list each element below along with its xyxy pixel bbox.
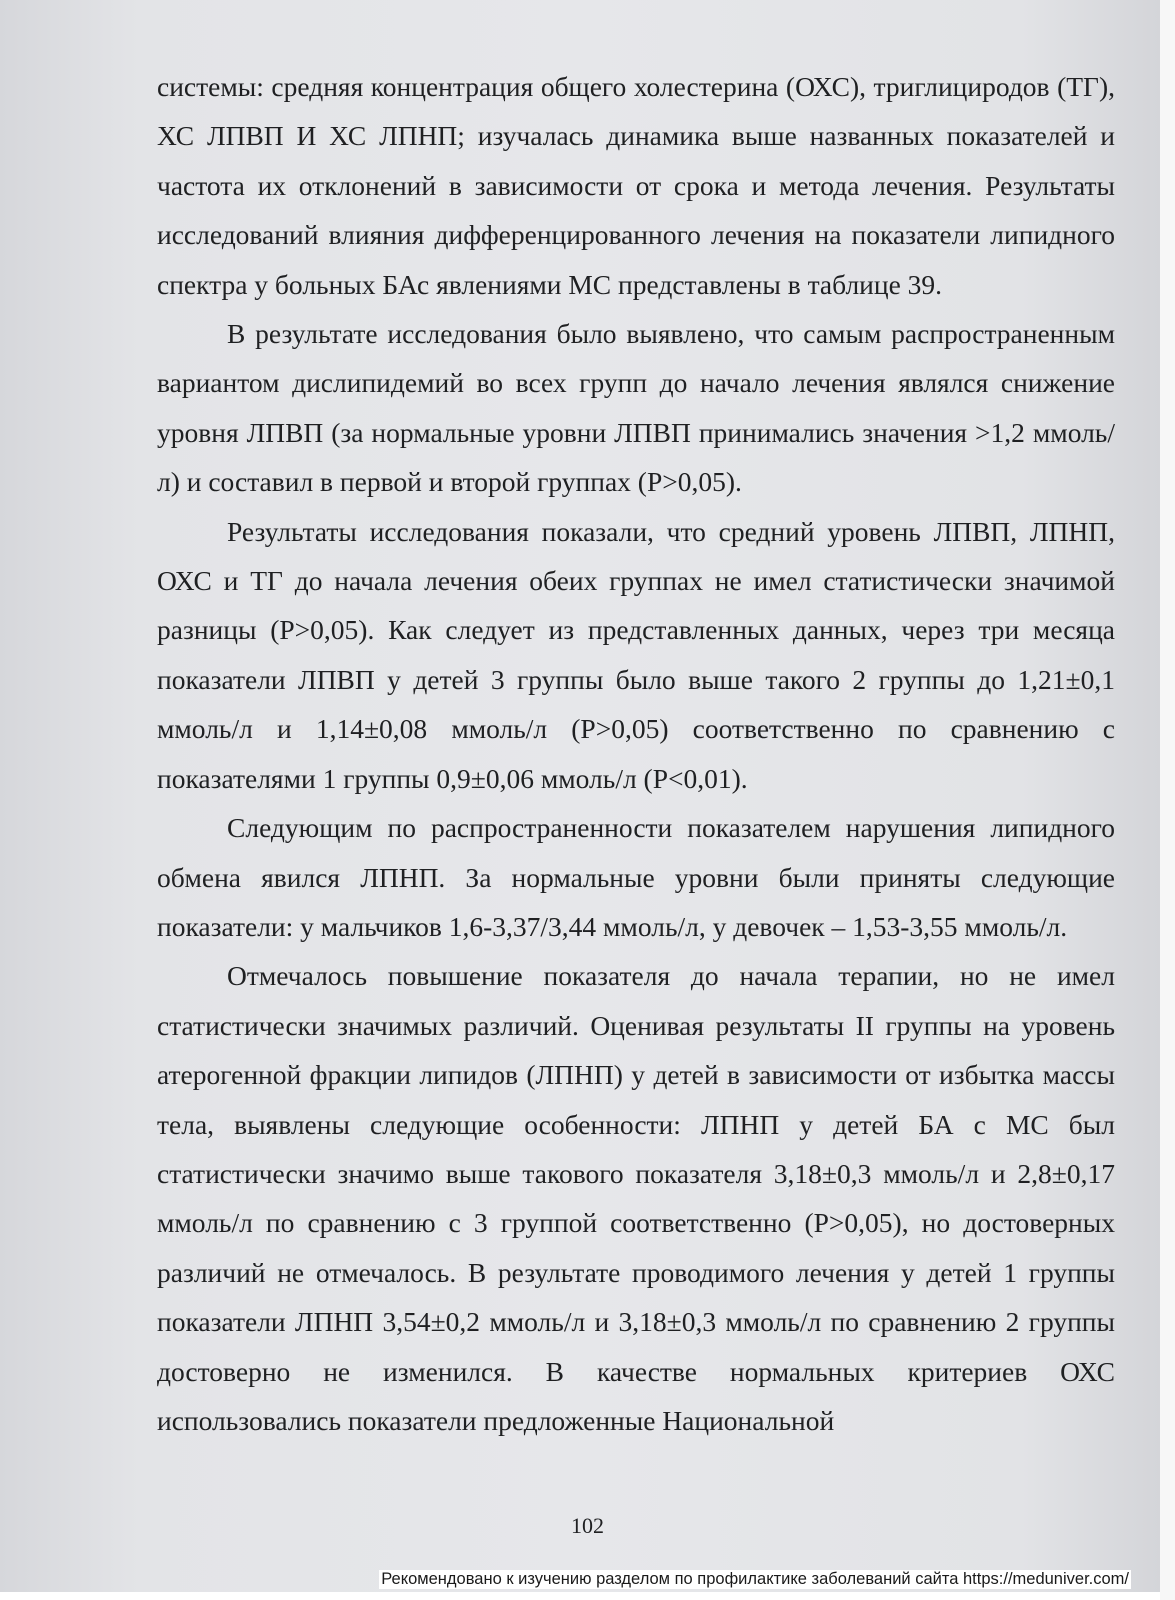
paragraph-ldl-therapy: Отмечалось повышение показателя до начала терапии, но не имел статистически значимых различий. Оценивая результаты II группы на уровень атерогенной фракции липидов (ЛПНП) у детей в зависимости от избытка массы тела, выявлены следующие особенности: ЛПНП у детей БА с МС был статистически значимо выше такового показателя 3,18±0,3 ммоль/л и 2,8±0,17 ммоль/л по сравнению с 3 группой соответственно (Р>0,05), но достоверных различий не отмечалось. В результате проводимого лечения у детей 1 группы показатели ЛПНП 3,54±0,2 ммоль/л и 3,18±0,3 ммоль/л по сравнению 2 группы достоверно не изменился. В качестве нормальных критериев ОХС использовались показатели предложенные Национальной	[157, 960, 1115, 1436]
paragraph-lipid-indicators: системы: средняя концентрация общего холестерина (ОХС), триглициродов (ТГ), ХС ЛПВП И ХС ЛПНП; изучалась динамика выше названных показателей и частота их отклонений в зависимости от срока и метода лечения. Результаты исследований влияния дифференцированного лечения на показатели липидного спектра у больных БАс явлениями МС представлены в таблице 39.	[157, 71, 1115, 300]
watermark-link[interactable]: Рекомендовано к изучению разделом по профилактике заболеваний сайта https://meduniver.com/	[381, 1570, 1129, 1588]
page-number: 102	[571, 1513, 604, 1538]
page-margin	[1160, 0, 1175, 1600]
document-body	[157, 62, 1115, 1445]
paragraph-hdl-results: Результаты исследования показали, что средний уровень ЛПВП, ЛПНП, ОХС и ТГ до начала лечения обеих группах не имел статистически значимой разницы (Р>0,05). Как следует из представленных данных, через три месяца показатели ЛПВП у детей 3 группы было выше такого 2 группы до 1,21±0,1 ммоль/л и 1,14±0,08 ммоль/л (Р>0,05) соответственно по сравнению с показателями 1 группы 0,9±0,06 ммоль/л (Р<0,01).	[157, 515, 1115, 794]
paragraph-study-results: В результате исследования было выявлено, что самым распространенным вариантом дислипидемий во всех групп до начало лечения являлся снижение уровня ЛПВП (за нормальные уровни ЛПВП принимались значения >1,2 ммоль/л) и составил в первой и второй группах (Р>0,05).	[157, 318, 1115, 498]
paragraph-ldl-norms: Следующим по распространенности показателем нарушения липидного обмена явился ЛПНП. За нормальные уровни были приняты следующие показатели: у мальчиков 1,6-3,37/3,44 ммоль/л, у девочек – 1,53-3,55 ммоль/л.	[157, 812, 1115, 942]
